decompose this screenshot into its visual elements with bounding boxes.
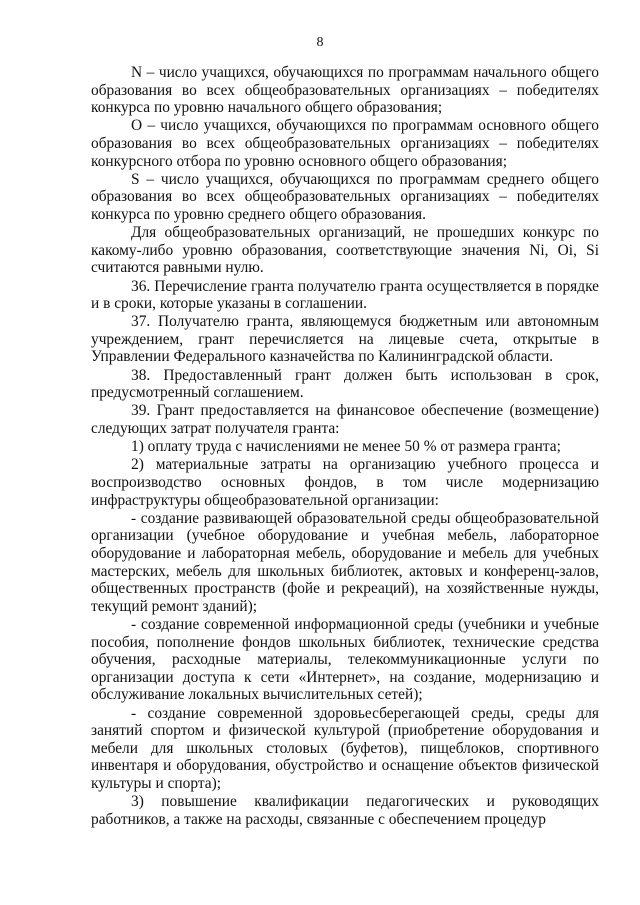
paragraph-38: 38. Предоставленный грант должен быть использован в срок, предусмотренный соглашением.	[91, 366, 599, 402]
sub-item-information-environment: - создание современной информационной среды (учебники и учебные пособия, пополнение фондов школьных библиотек, технические средства обучения, расходные материалы, телекоммуникационные услуги по организации доступа к сети «Интернет», на создание, модернизацию и обслуживание локальных вычислительных сетей);	[91, 615, 599, 704]
paragraph-39: 39. Грант предоставляется на финансовое обеспечение (возмещение) следующих затрат получателя гранта:	[91, 402, 599, 438]
list-item-1: 1) оплату труда с начислениями не менее 50 % от размера гранта;	[131, 438, 561, 456]
paragraph-36: 36. Перечисление гранта получателю гранта осуществляется в порядке и в сроки, которые указаны в соглашении.	[91, 277, 599, 313]
sub-item-health-environment: - создание современной здоровьесберегающей среды, среды для занятий спортом и физической культурой (приобретение оборудования и мебели для школьных столовых (буфетов), пищеблоков, спортивного инвентаря и оборудования, обустройство и оснащение объектов физической культуры и спорта);	[91, 704, 599, 792]
document-body	[91, 64, 599, 829]
list-item-2: 2) материальные затраты на организацию учебного процесса и воспроизводство основных фондов, в том числе модернизацию инфраструктуры общеобразовательной организации:	[91, 456, 599, 509]
page-number: 8	[316, 35, 324, 50]
paragraph-s-definition: S – число учащихся, обучающихся по программам среднего общего образования во всех общеобразовательных организациях – победителях конкурса по уровню среднего общего образования.	[91, 170, 599, 223]
paragraph-37: 37. Получателю гранта, являющемуся бюджетным или автономным учреждением, грант перечисляется на лицевые счета, открытые в Управлении Федерального казначейства по Калининградской области.	[91, 313, 599, 366]
paragraph-zero-values: Для общеобразовательных организаций, не прошедших конкурс по какому-либо уровню образования, соответствующие значения Ni, Oi, Si считаются равными нулю.	[91, 224, 599, 277]
paragraph-o-definition: O – число учащихся, обучающихся по программам основного общего образования во всех общеобразовательных организациях – победителях конкурсного отбора по уровню основного общего образования;	[91, 117, 599, 170]
paragraph-n-definition: N – число учащихся, обучающихся по программам начального общего образования во всех общеобразовательных организациях – победителях конкурса по уровню начального общего образования;	[91, 64, 599, 117]
list-item-3: 3) повышение квалификации педагогических и руководящих работников, а также на расходы, связанные с обеспечением процедур	[91, 793, 599, 828]
sub-item-educational-environment: - создание развивающей образовательной среды общеобразовательной организации (учебное оборудование и учебная мебель, лабораторное оборудование и лабораторная мебель, оборудование и мебель для учебных мастерских, мебель для школьных библиотек, актовых и конференц-залов, общественных пространств (фойе и рекреаций), на хозяйственные нужды, текущий ремонт зданий);	[91, 509, 599, 615]
